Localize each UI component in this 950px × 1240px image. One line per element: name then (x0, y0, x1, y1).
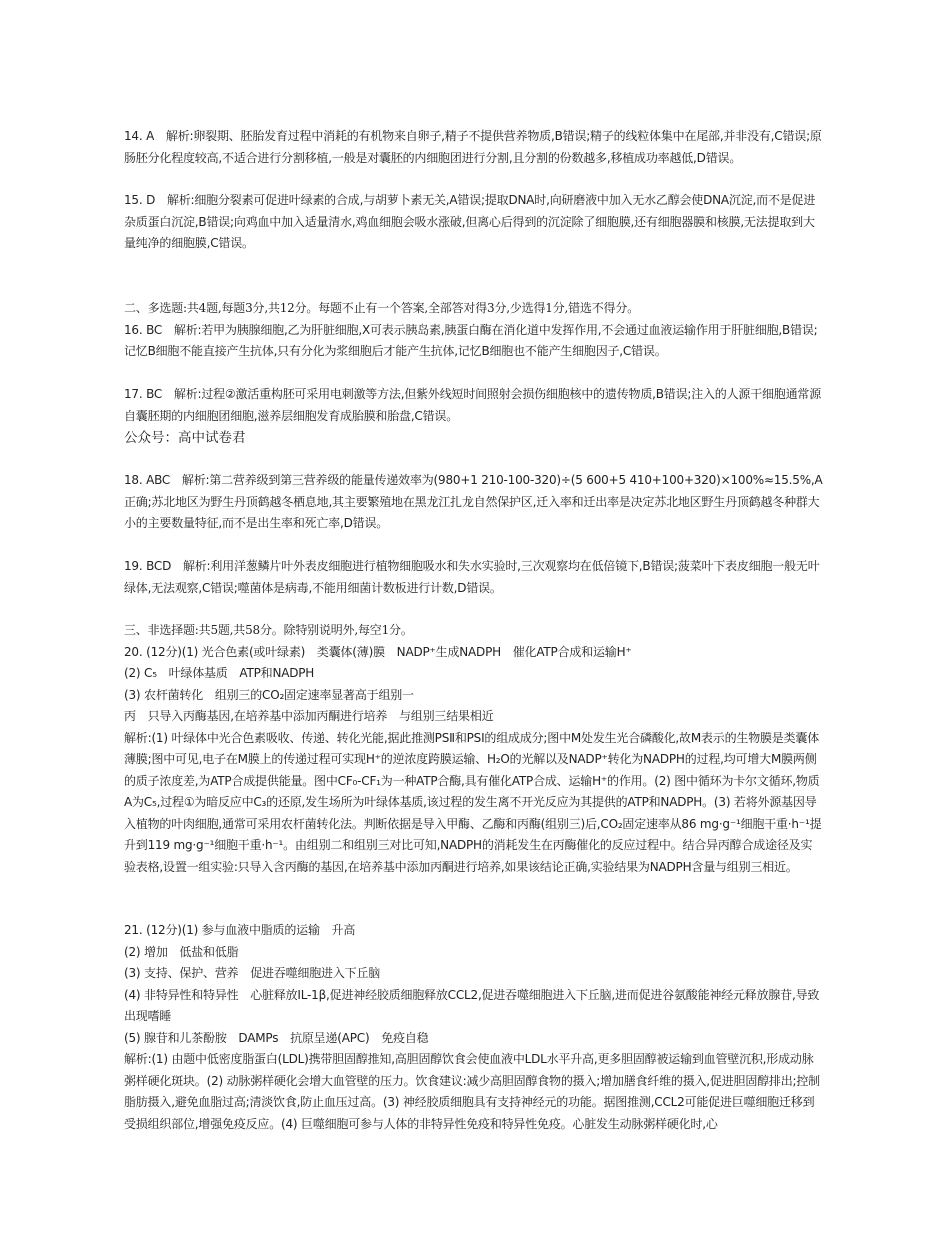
answer-19 (124, 556, 824, 599)
answer-21-line-2: (2) 增加 低盐和低脂 (124, 944, 239, 959)
answer-19-text: 19. BCD 解析:利用洋葱鳞片叶外表皮细胞进行植物细胞吸水和失水实验时,三次观察均在低倍镜下,B错误;菠菜叶下表皮细胞一般无叶绿体,无法观察,C错误;噬菌体是病毒,不能用细菌计数板进行计数,D错误。 (124, 559, 820, 595)
answer-20-analysis: 解析:(1) 叶绿体中光合色素吸收、传递、转化光能,据此推测PSⅡ和PSⅠ的组成成分;图中M处发生光合磷酸化,故M表示的生物膜是类囊体薄膜;图中可见,电子在M膜上的传递过程可实现H⁺的逆浓度跨膜运输、H₂O的光解以及NADP⁺转化为NADPH的过程,均可增大M膜两侧的质子浓度差,为ATP合成提供能量。图中CF₀-CF₁为一种ATP合酶,具有催化ATP合成、运输H⁺的作用。(2) 图中循环为卡尔文循环,物质A为C₅,过程①为暗反应中C₃的还原,发生场所为叶绿体基质,该过程的发生离不开光反应为其提供的ATP和NADPH。(3) 若将外源基因导入植物的叶肉细胞,通常可采用农杆菌转化法。判断依据是导入甲酶、乙酶和丙酶(组别三)后,CO₂固定速率从86 mg·g⁻¹细胞干重·h⁻¹提升到119 mg·g⁻¹细胞干重·h⁻¹。由组别二和组别三对比可知,NADPH的消耗发生在丙酶催化的反应过程中。结合异丙醇合成途径及实验表格,设置一组实验:只导入含丙酶的基因,在培养基中添加丙酮进行培养,如果该结论正确,实验结果为NADPH含量与组别三相近。 (124, 730, 822, 874)
answer-21-analysis: 解析:(1) 由题中低密度脂蛋白(LDL)携带胆固醇推知,高胆固醇饮食会使血液中LDL水平升高,更多胆固醇被运输到血管壁沉积,形成动脉粥样硬化斑块。(2) 动脉粥样硬化会增大血管壁的压力。饮食建议:减少高胆固醇食物的摄入;增加膳食纤维的摄入,促进胆固醇排出;控制脂肪摄入,避免血脂过高;清淡饮食,防止血压过高。(3) 神经胶质细胞具有支持神经元的功能。据图推测,CCL2可能促进巨噬细胞迁移到受损组织部位,增强免疫反应。(4) 巨噬细胞可参与人体的非特异性免疫和特异性免疫。心脏发生动脉粥样硬化时,心 (124, 1052, 820, 1131)
answer-15-text: 15. D 解析:细胞分裂素可促进叶绿素的合成,与胡萝卜素无关,A错误;提取DNA时,向研磨液中加入无水乙醇会使DNA沉淀,而不是促进杂质蛋白沉淀,B错误;向鸡血中加入适量清水,鸡血细胞会吸水涨破,但离心后得到的沉淀除了细胞膜,还有细胞器膜和核膜,无法提取到大量纯净的细胞膜,C错误。 (124, 193, 816, 250)
answer-15 (124, 190, 824, 255)
section-multiple-choice (124, 298, 824, 363)
answer-21 (124, 920, 824, 1135)
section-3-heading: 三、非选择题:共5题,共58分。除特别说明外,每空1分。 (124, 623, 413, 637)
answer-20-line-4: 丙 只导入丙酶基因,在培养基中添加丙酮进行培养 与组别三结果相近 (124, 709, 494, 723)
answer-21-line-4: (4) 非特异性和特异性 心脏释放IL-1β,促进神经胶质细胞释放CCL2,促进吞噬细胞进入下丘脑,进而促进谷氨酸能神经元释放腺苷,导致出现嗜睡 (124, 987, 820, 1023)
answer-17 (124, 384, 824, 427)
wechat-account-note: 公众号：高中试卷君 (124, 430, 246, 446)
answer-14 (124, 126, 824, 169)
answer-21-line-5: (5) 腺苷和儿茶酚胺 DAMPs 抗原呈递(APC) 免疫自稳 (124, 1030, 429, 1045)
answer-18-text: 18. ABC 解析:第二营养级到第三营养级的能量传递效率为(980+1 210-100-320)÷(5 600+5 410+100+320)×100%≈15.5%,A正确;苏北地区为野生丹顶鹤越冬栖息地,其主要繁殖地在黑龙江扎龙自然保护区,迁入率和迁出率是决定苏北地区野生丹顶鹤越冬种群大小的主要数量特征,而不是出生率和死亡率,D错误。 (124, 473, 823, 530)
answer-14-text: 14. A 解析:卵裂期、胚胎发育过程中消耗的有机物来自卵子,精子不提供营养物质,B错误;精子的线粒体集中在尾部,并非没有,C错误;原肠胚分化程度较高,不适合进行分割移植,一般是对囊胚的内细胞团进行分割,且分割的份数越多,移植成功率越低,D错误。 (124, 129, 822, 165)
answer-18 (124, 470, 824, 535)
answer-20-line-3: (3) 农杆菌转化 组别三的CO₂固定速率显著高于组别一 (124, 687, 414, 702)
answer-16-text: 16. BC 解析:若甲为胰腺细胞,乙为肝脏细胞,X可表示胰岛素,胰蛋白酶在消化道中发挥作用,不会通过血液运输作用于肝脏细胞,B错误;记忆B细胞不能直接产生抗体,只有分化为浆细胞后才能产生抗体,记忆B细胞也不能产生细胞因子,C错误。 (124, 322, 818, 358)
answer-21-line-3: (3) 支持、保护、营养 促进吞噬细胞进入下丘脑 (124, 966, 381, 980)
answer-17-text: 17. BC 解析:过程②激活重构胚可采用电刺激等方法,但紫外线短时间照射会损伤细胞核中的遗传物质,B错误;注入的人源干细胞通常源自囊胚期的内细胞团细胞,滋养层细胞发育成胎膜和胎盘,C错误。 (124, 387, 822, 423)
answer-21-line-1: 21. (12分)(1) 参与血液中脂质的运输 升高 (124, 923, 356, 937)
section-2-heading: 二、多选题:共4题,每题3分,共12分。每题不止有一个答案,全部答对得3分,少选得1分,错选不得分。 (124, 301, 639, 315)
answer-20-line-2: (2) C₅ 叶绿体基质 ATP和NADPH (124, 666, 315, 680)
answer-20-line-1: 20. (12分)(1) 光合色素(或叶绿素) 类囊体(薄)膜 NADP⁺生成NADPH 催化ATP合成和运输H⁺ (124, 644, 632, 659)
answer-20 (124, 620, 824, 878)
